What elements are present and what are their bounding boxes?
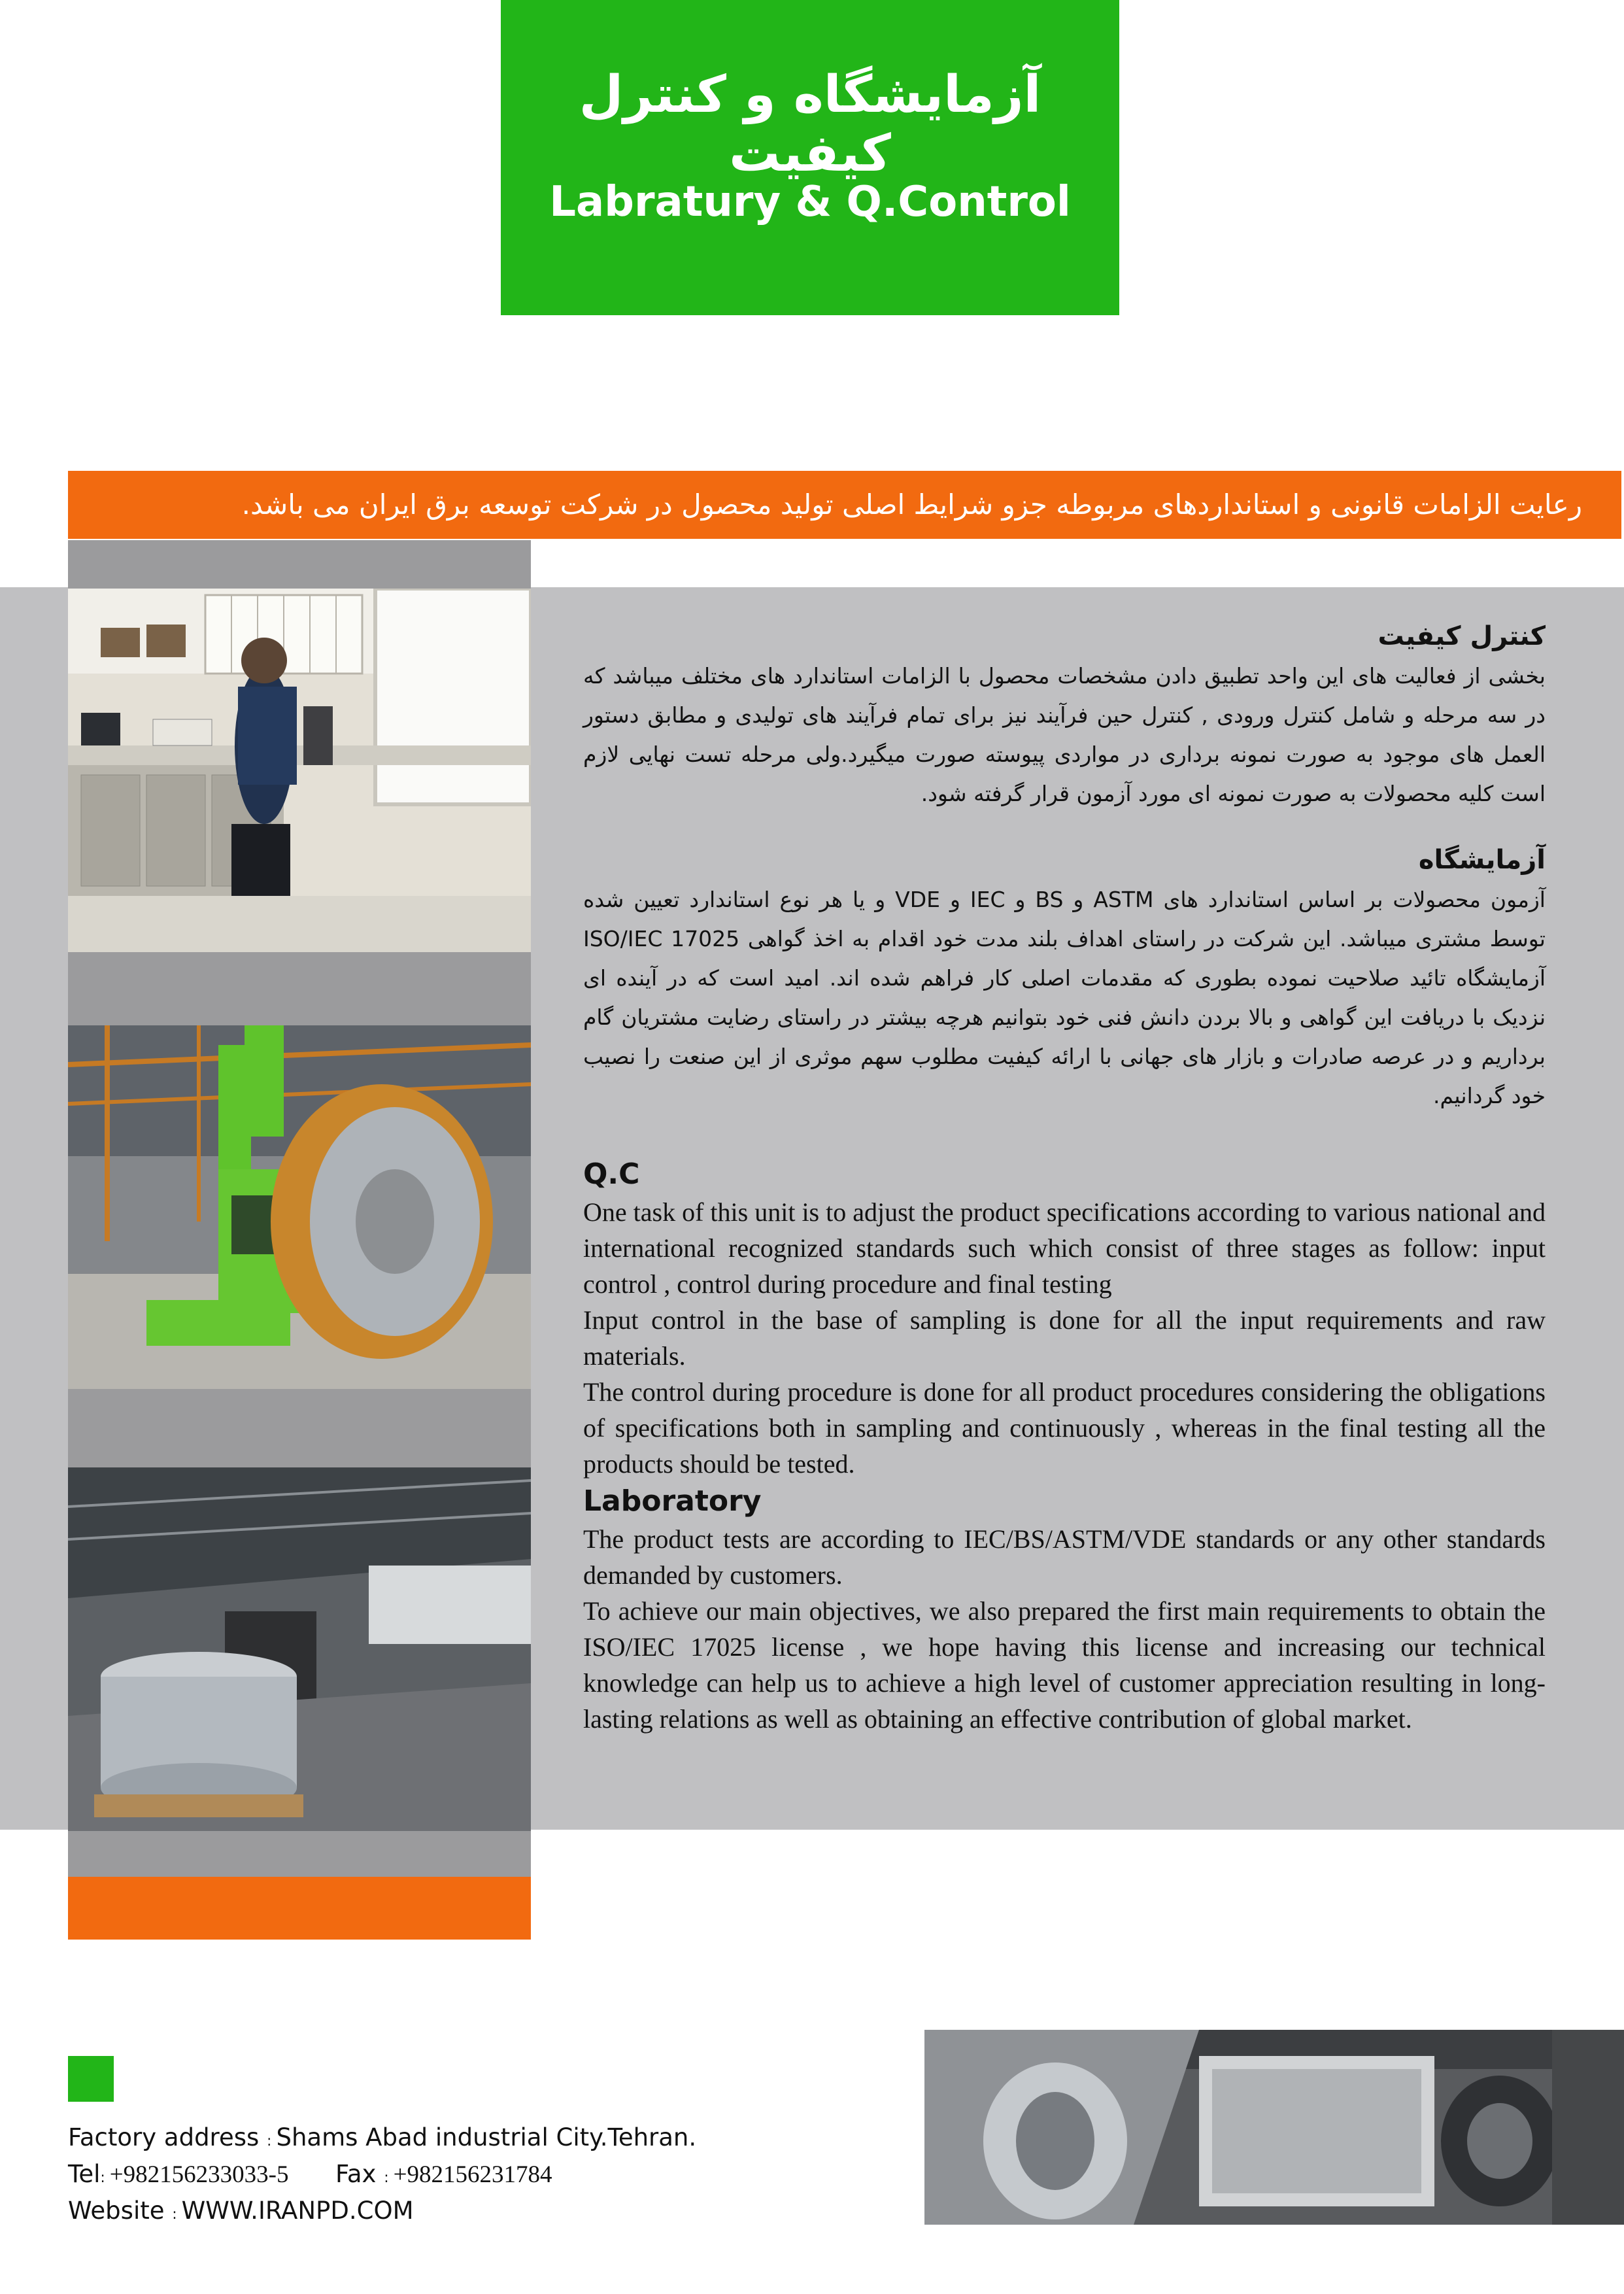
lab-heading-fa: آزمایشگاه: [1418, 845, 1546, 875]
website-link[interactable]: WWW.IRANPD.COM: [181, 2197, 414, 2225]
qc-paragraph-3: The control during procedure is done for all product procedures considering the obligations of specifications both in sampling and continuously , whereas in the final testing all the products should be tested.: [583, 1377, 1546, 1479]
website-label: Website: [68, 2197, 165, 2225]
lab-body-fa: آزمون محصولات بر اساس استاندارد های ASTM و BS و IEC و VDE و یا هر نوع استاندارد تعیین شده توسط مشتری میباشد. این شرکت در راستای اهداف بلند مدت خود اقدام به اخذ گواهی ISO/IEC 17025 آزمایشگاه تائید صلاحیت نموده بطوری که مقدمات اصلی کار فراهم شده اند. امید است که در آینده ای نزدیک با دریافت این گواهی و بالا بردن دانش فنی خود بتوانیم هرچه بیشتر در راستای رضایت مشتریان گام برداریم و در عرصه صادرات و بازار های جهانی با ارائه کیفیت مطلوب سهم موثری از این صنعت را نصیب خود گردانیم.: [583, 887, 1546, 1108]
lab-paragraph-2: To achieve our main objectives, we also prepared the first main requirements to obtain the ISO/IEC 17025 license , we hope having this license and increasing our technical knowledge can help us to achieve a high level of customer appreciation resulting in long-lasting relations as well as obtaining an effective contribution of global market.: [583, 1596, 1546, 1734]
aluminum-wire-coil-photo: [68, 1467, 531, 1831]
address-line: Factory address : Shams Abad industrial City.Tehran.: [68, 2123, 697, 2151]
tel-label: Tel: [68, 2160, 101, 2188]
fax-label: Fax: [335, 2160, 377, 2188]
qc-heading-en: Q.C: [583, 1157, 640, 1191]
page-title-en: Labratury & Q.Control: [549, 178, 1071, 226]
address-value: Shams Abad industrial City.Tehran.: [276, 2123, 697, 2151]
phone-line: Tel: +982156233033-5 Fax : +982156231784: [68, 2160, 552, 2188]
qc-paragraph-1: One task of this unit is to adjust the product specifications according to various national and international recognized standards such which consist of three stages as follow: input control , control during procedure and final testing: [583, 1197, 1546, 1299]
address-label: Factory address: [68, 2123, 260, 2151]
website-line: Website : WWW.IRANPD.COM: [68, 2197, 414, 2225]
tel-value: +982156233033-5: [109, 2161, 289, 2188]
qc-body-fa: بخشی از فعالیت های این واحد تطبیق دادن مشخصات محصول با الزامات استاندارد های مختلف میباشد که در سه مرحله و شامل کنترل ورودی , کنترل حین فرآیند نیز برای تمام فرآیند های تولیدی و مطابق دستور العمل های موجود به صورت نمونه برداری در مواردی پیوسته صورت میگیرد.ولی مرحله تست نهایی لازم است کلیه محصولات به صورت نمونه ای مورد آزمون قرار گرفته شود.: [583, 663, 1546, 806]
wire-winding-machine-photo: [68, 1025, 531, 1389]
green-square-icon: [68, 2056, 114, 2102]
qc-paragraph-2: Input control in the base of sampling is done for all the input requirements and raw materials.: [583, 1305, 1546, 1371]
orange-bar: [68, 1877, 531, 1940]
footer-contact: [68, 2121, 853, 2231]
laboratory-photo: [68, 589, 531, 952]
text-column: [583, 621, 1546, 1737]
lab-heading-en: Laboratory: [583, 1484, 762, 1518]
fax-value: +982156231784: [393, 2161, 552, 2188]
page-title-fa: آزمایشگاه و کنترل کیفیت: [579, 65, 1041, 183]
banner-text: رعایت الزامات قانونی و استانداردهای مربوطه جزو شرایط اصلی تولید محصول در شرکت توسعه برق ایران می باشد.: [241, 488, 1582, 521]
left-gray-band: [68, 540, 531, 587]
wire-drum-photo: [924, 2030, 1624, 2225]
qc-heading-fa: کنترل کیفیت: [1378, 621, 1546, 651]
lab-paragraph-1: The product tests are according to IEC/BS/ASTM/VDE standards or any other standards demanded by customers.: [583, 1524, 1546, 1590]
